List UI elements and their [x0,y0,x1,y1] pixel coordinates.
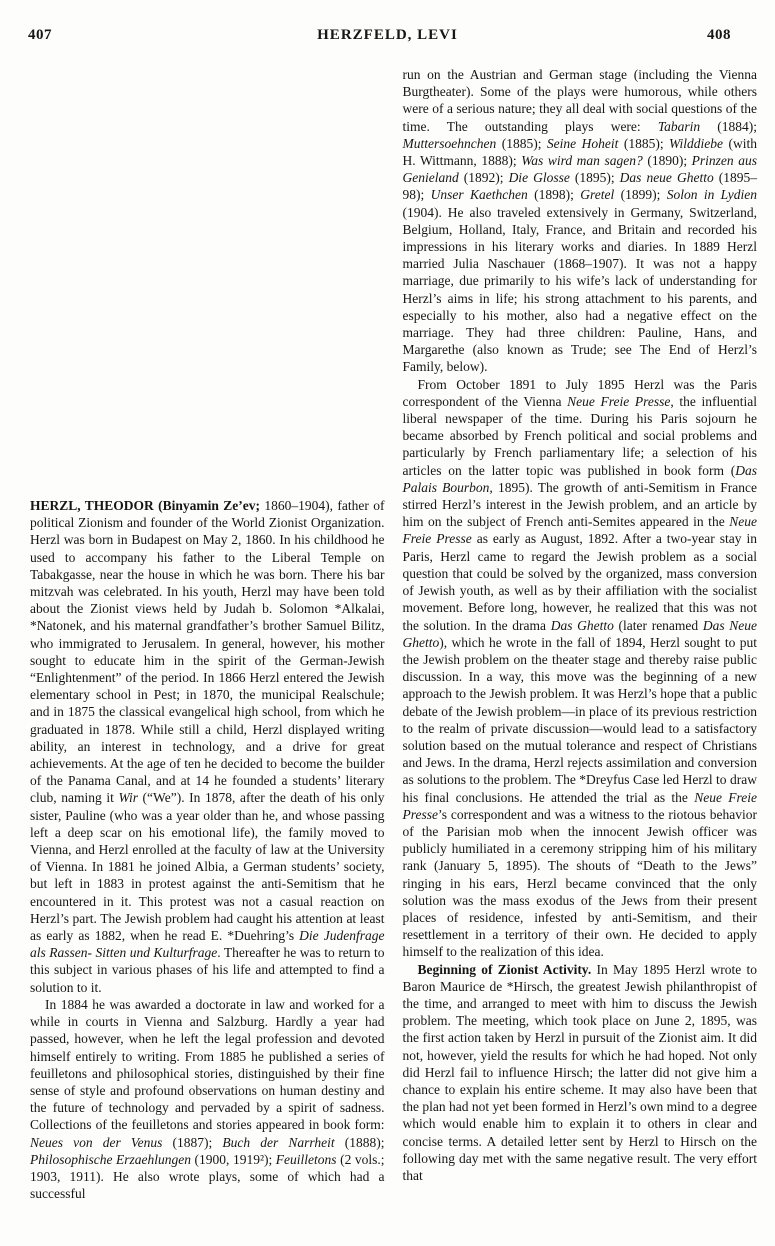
left-column [30,66,385,1202]
entry-paris-correspondent-paragraph: From October 1891 to July 1895 Herzl was the Paris correspondent of the Vienna Neue Freie Presse, the influential liberal newspaper of the time. During his Paris sojourn he became absorbed by French political and social problems and particularly by French parliamentary life; a selection of his articles on the latter topic was published in book form (Das Palais Bourbon, 1895). The growth of anti-Semitism in France stirred Herzl’s interest in the Jewish problem, and an article by him on the subject of French anti-Semites appeared in the Neue Freie Presse as early as August, 1892. After a two-year stay in Paris, Herzl came to regard the Jewish problem as a social question that could be solved by the organized, mass conversion of Jewish youth, as well as by their affiliation with the socialist movement. Before long, however, he realized that this was not the solution. In the drama Das Ghetto (later renamed Das Neue Ghetto), which he wrote in the fall of 1894, Herzl sought to put the Jewish problem on the theater stage and thereby raise public discussion. In a way, this move was the beginning of a new approach to the Jewish problem. It was Herzl’s hope that a public debate of the Jewish problem—in place of its previous restriction to the realm of private discussion—would lead to a satisfactory solution based on the mutual tolerance and respect of Christians and Jews. In the drama, Herzl rejects assimilation and conversion as solutions to the problem. The *Dreyfus Case led Herzl to draw his final conclusions. He attended the trial as the Neue Freie Presse’s correspondent and was a witness to the riotous behavior of the Parisian mob when the innocent Jewish officer was publicly humiliated in a ceremony stripping him of his military rank (January 5, 1895). The shouts of “Death to the Jews” ringing in his ears, Herzl became convinced that the only solution was the mass exodus of the Jews from their present places of residence, infested by anti-Semitism, and their resettlement in a territory of their own. He decided to apply himself to the realization of this idea. [402,376,758,960]
right-column [403,66,758,1202]
page-header [0,27,775,47]
entry-continuation-paragraph-1: run on the Austrian and German stage (including the Vienna Burgtheater). Some of the plays were humorous, while others were of a serious nature; they all deal with social questions of the time. The outstanding plays were: Tabarin (1884); Muttersoehnchen (1885); Seine Hoheit (1885); Wilddiebe (with H. Wittmann, 1888); Was wird man sagen? (1890); Prinzen aus Genieland (1892); Die Glosse (1895); Das neue Ghetto (1895–98); Unser Kaethchen (1898); Gretel (1899); Solon in Lydien (1904). He also traveled extensively in Germany, Switzerland, Belgium, Holland, Italy, France, and Britain and recorded his impressions in his literary works and diaries. In 1889 Herzl married Julia Naschauer (1868–1907). It was not a happy marriage, due primarily to his wife’s lack of understanding for Herzl’s aims in life; his strong attachment to his parents, and especially to his mother, also had a negative effect on the marriage. They had three children: Pauline, Hans, and Margarethe (also known as Trude; see The End of Herzl’s Family, below). [402,67,758,375]
entry-herzl-theodor-paragraph-2: In 1884 he was awarded a doctorate in law and worked for a while in courts in Vienna and Salzburg. Hardly a year had passed, however, when he left the legal profession and devoted himself entirely to writing. From 1885 he published a series of feuilletons and philosophical stories, distinguished by their fine sense of style and profound observations on human destiny and the future of technology and pervaded by a spirit of sadness. Collections of the feuilletons and stories appeared in book form: Neues von der Venus (1887); Buch der Narrheit (1888); Philosophische Erzaehlungen (1900, 1919²); Feuilletons (2 vols.; 1903, 1911). He also wrote plays, some of which had a successful [30,996,385,1202]
entry-herzl-theodor-paragraph-1: HERZL, THEODOR (Binyamin Ze’ev; 1860–1904), father of political Zionism and founder of the World Zionist Organization. Herzl was born in Budapest on May 2, 1860. In his childhood he used to accompany his father to the Liberal Temple on Tabakgasse, near the house in which he was born. There his bar mitzvah was celebrated. In his youth, Herzl may have been told about the Zionist views held by Judah b. Solomon *Alkalai, *Natonek, and his maternal grandfather’s brother Samuel Bilitz, who immigrated to Jerusalem. In general, however, his mother sought to educate him in the spirit of the German-Jewish “Enlightenment” of the period. In 1866 Herzl entered the Jewish elementary school in Pest; in 1870, the municipal Realschule; and in 1875 the classical evangelical high school, from which he graduated in 1878. While still a child, Herzl displayed writing ability, an interest in technology, and a drive for great achievements. At the age of ten he decided to become the builder of the Panama Canal, and at 14 he founded a students’ literary club, naming it Wir (“We”). In 1878, after the death of his only sister, Pauline (who was a year older than he, and whose passing left a deep scar on his emotional life), the family moved to Vienna, and Herzl enrolled at the faculty of law at the University of Vienna. In 1881 he joined Albia, a German students’ society, but left in 1883 in protest against the anti-Semitism that he encountered in it. This protest was not a casual reaction on Herzl’s part. The Jewish problem had caught his attention at least as early as 1882, when he read E. *Duehring’s Die Judenfrage als Rassen- Sitten und Kulturfrage. Thereafter he was to return to this subject in various phases of his life and attempted to find a solution to it. [30,498,385,995]
left-column-blank-space [30,66,385,497]
page-number-left: 407 [28,27,52,43]
entry-beginning-of-zionist-activity-paragraph: Beginning of Zionist Activity. In May 1895 Herzl wrote to Baron Maurice de *Hirsch, the greatest Jewish philanthropist of the time, and arranged to meet with him to discuss the Jewish problem. The meeting, which took place on June 2, 1895, was the first action taken by Herzl in pursuit of the Zionist aim. It did not, however, yield the results for which he had hoped. Not only did Herzl fail to influence Hirsch; the latter did not give him a chance to explain his entire scheme. It may also have been that the plan had not yet been formed in Herzl’s own mind to a degree which would enable him to explain it to others in clear and concise terms. A detailed letter sent by Herzl to Hirsch on the following day met with the same negative result. The very effort that [402,961,757,1183]
running-title: HERZFELD, LEVI [317,27,458,43]
page-number-right: 408 [707,27,731,43]
two-column-text-block [0,66,775,1202]
